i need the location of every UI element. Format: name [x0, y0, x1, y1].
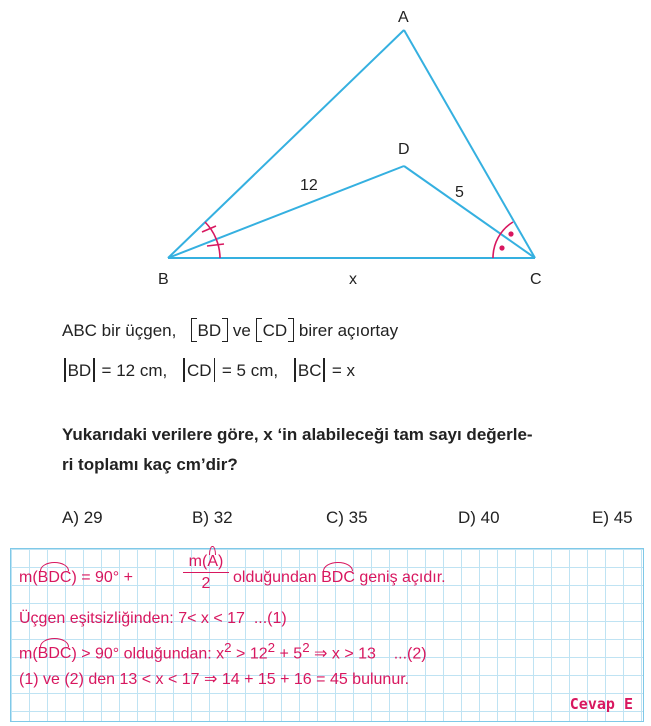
bisector-bd [168, 166, 404, 258]
length-bc-label: x [349, 271, 357, 288]
option-a[interactable]: A) 29 [62, 508, 103, 527]
solution-line-1 [19, 569, 133, 587]
abs-bc: BC [297, 361, 322, 380]
segment-bd: BD [197, 321, 222, 340]
sol1-angle-bdc: BDC [37, 569, 72, 586]
bracket-open-icon [256, 318, 262, 342]
solution-box [10, 548, 644, 722]
sol1-b: ) = 90° + [71, 569, 133, 586]
fraction-denominator: 2 [201, 575, 211, 592]
given-suffix: birer açıortay [298, 321, 399, 340]
given-line-2 [62, 358, 355, 382]
vertex-b-label: B [158, 271, 169, 288]
solution-line-4: (1) ve (2) den 13 < x < 17 ⇒ 14 + 15 + 16 = 45 bulunur. [19, 671, 410, 688]
angle-b-tick-2 [207, 244, 224, 246]
sol1-d: geniş açıdır. [359, 569, 446, 586]
option-b[interactable]: B) 32 [192, 508, 233, 527]
abs-cd: CD [186, 361, 212, 380]
fraction-numerator [183, 553, 229, 573]
fraction-angle-a-over-2 [183, 553, 229, 593]
angle-c-dot-1 [499, 245, 504, 250]
sol3-sup1: 2 [224, 640, 232, 655]
bracket-close-icon [222, 318, 228, 342]
solution-line-3 [19, 640, 427, 663]
vertex-d-label: D [398, 141, 410, 158]
side-ab [168, 30, 404, 258]
angle-c-dot-2 [508, 231, 513, 236]
sol1-c: olduğundan [233, 569, 317, 586]
sol3-e: ⇒ x > 13 [309, 645, 376, 663]
abs-bc-value: = x [331, 361, 355, 380]
solution-line-2 [19, 610, 287, 628]
segment-cd: CD [262, 321, 288, 340]
triangle-figure [0, 0, 651, 300]
abs-bar-icon [183, 358, 185, 382]
length-dc-label: 5 [455, 184, 464, 201]
sol1-a: m( [19, 569, 38, 586]
side-ac [404, 30, 535, 258]
sol3-f: ...(2) [393, 645, 427, 663]
abs-bar-icon [64, 358, 66, 382]
vertex-c-label: C [530, 271, 542, 288]
abs-bd-value: = 12 cm, [101, 361, 168, 380]
option-c[interactable]: C) 35 [326, 508, 368, 527]
given-prefix: ABC bir üçgen, [62, 321, 177, 340]
option-e[interactable]: E) 45 [592, 508, 633, 527]
given-line-1 [62, 318, 398, 342]
bracket-close-icon [288, 318, 294, 342]
abs-bar-icon [93, 358, 95, 382]
option-d[interactable]: D) 40 [458, 508, 500, 527]
sol3-a: m( [19, 645, 38, 663]
sol2-a: Üçgen eşitsizliğinden: 7< x < 17 [19, 610, 245, 627]
bracket-open-icon [191, 318, 197, 342]
abs-bar-icon [214, 358, 216, 382]
abs-bar-icon [323, 358, 325, 382]
sol1-angle-bdc-2: BDC [321, 569, 355, 586]
sol2-b: ...(1) [253, 610, 287, 627]
sol3-angle-bdc: BDC [37, 645, 72, 663]
sol3-b: ) > 90° olduğundan: x [71, 645, 225, 663]
sol3-c: > 12 [231, 645, 268, 663]
num-angle-a: A [207, 553, 218, 570]
num-m: m( [188, 553, 208, 570]
sol3-sup2: 2 [267, 640, 276, 655]
vertex-a-label: A [398, 9, 409, 26]
answer-label: Cevap E [569, 695, 633, 713]
sol3-d: + 5 [275, 645, 303, 663]
question-line-2: ri toplamı kaç cm’dir? [62, 455, 238, 474]
given-mid: ve [232, 321, 251, 340]
sol3-sup3: 2 [302, 640, 310, 655]
length-bd-label: 12 [300, 177, 318, 194]
abs-cd-value: = 5 cm, [221, 361, 279, 380]
abs-bd: BD [67, 361, 92, 380]
abs-bar-icon [294, 358, 296, 382]
question-line-1: Yukarıdaki verilere göre, x ‘in alabileceği tam sayı değerle- [62, 425, 533, 444]
solution-line-1-cont [233, 569, 446, 587]
num-end: ) [218, 553, 224, 570]
bisector-cd [404, 166, 535, 258]
question-text [62, 420, 533, 480]
